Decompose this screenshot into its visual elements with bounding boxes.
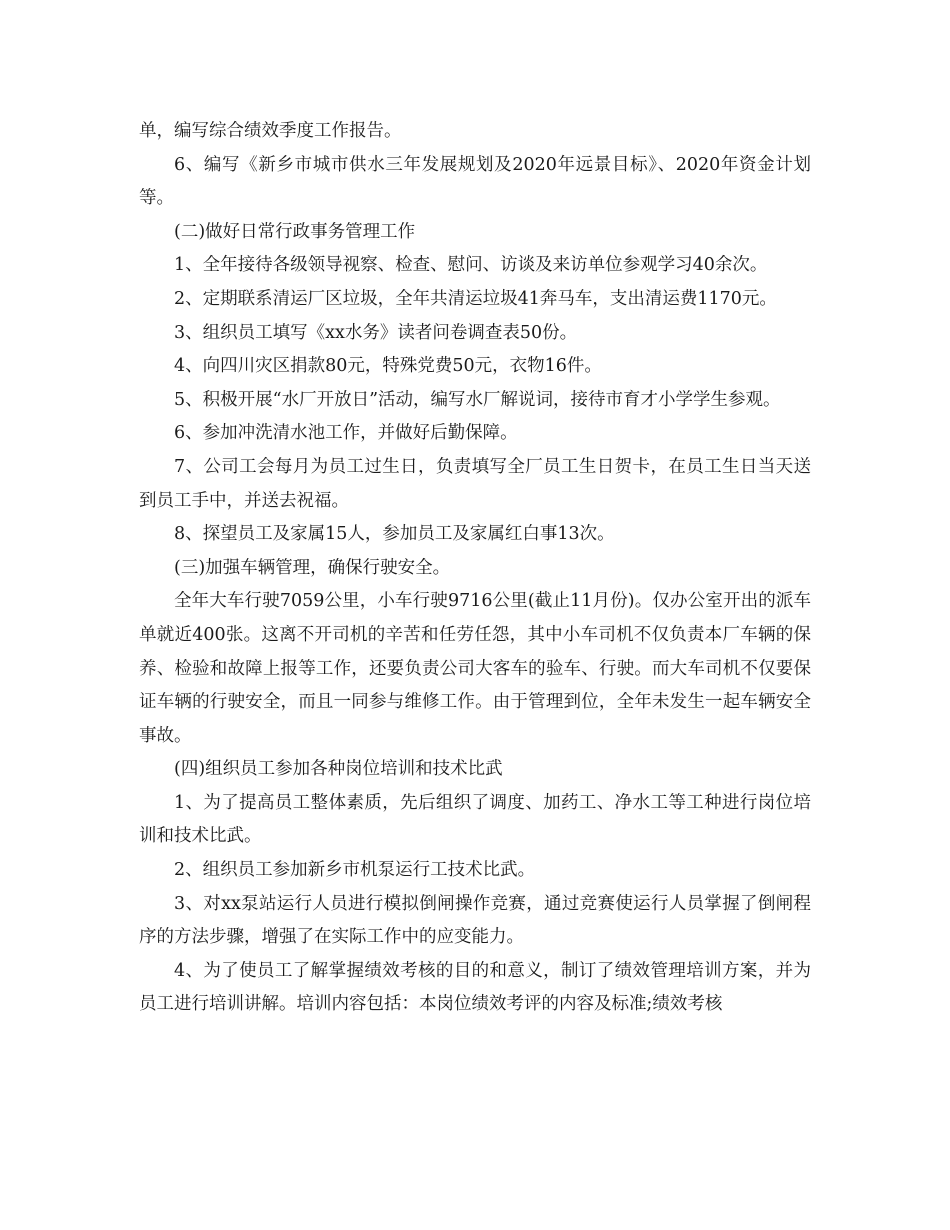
section-heading-training: (四)组织员工参加各种岗位培训和技术比武 [174,759,503,780]
paragraph-continuation: 单，编写综合绩效季度工作报告。 [139,121,402,141]
list-item-cleaning: 6、参加冲洗清水池工作，并做好后勤保障。 [174,423,518,444]
list-item-pump-contest: 2、组织员工参加新乡市机泵运行工技术比武。 [174,860,536,881]
section-heading-admin: (二)做好日常行政事务管理工作 [174,221,416,242]
list-item-birthday: 7、公司工会每月为员工过生日，负责填写全厂员工生日贺卡，在员工生日当天送到员工手中，并送去祝福。 [139,456,811,511]
paragraph-vehicle-mileage: 全年大车行驶7059公里，小车行驶9716公里(截止11月份)。仅办公室开出的派车单就近400张。这离不开司机的辛苦和任劳任怨，其中小车司机不仅负责本厂车辆的保养、检验和故障上报等工作，还要负责公司大客车的验车、行驶。而大车司机不仅要保证车辆的行驶安全，而且一同参与维修工作。由于管理到位，全年未发生一起车辆安全事故。 [139,591,811,746]
list-item-garbage: 2、定期联系清运厂区垃圾，全年共清运垃圾41奔马车，支出清运费1170元。 [174,288,777,309]
list-item-reception: 1、全年接待各级领导视察、检查、慰问、访谈及来访单位参观学习40余次。 [174,255,768,276]
section-heading-vehicles: (三)加强车辆管理，确保行驶安全。 [174,557,451,578]
list-item-switching-contest: 3、对xx泵站运行人员进行模拟倒闸操作竞赛，通过竞赛使运行人员掌握了倒闸程序的方法步骤，增强了在实际工作中的应变能力。 [139,893,811,948]
list-item-planning: 6、编写《新乡市城市供水三年发展规划及2020年远景目标》、2020年资金计划等。 [139,154,811,209]
list-item-open-day: 5、积极开展“水厂开放日”活动，编写水厂解说词，接待市育才小学学生参观。 [174,389,781,410]
document-body [139,115,811,1022]
list-item-performance-training: 4、为了使员工了解掌握绩效考核的目的和意义，制订了绩效管理培训方案，并为员工进行培训讲解。培训内容包括：本岗位绩效考评的内容及标准;绩效考核 [139,960,811,1015]
list-item-donation: 4、向四川灾区捐款80元，特殊党费50元，衣物16件。 [174,356,602,377]
list-item-survey: 3、组织员工填写《xx水务》读者问卷调查表50份。 [174,322,578,343]
list-item-visits: 8、探望员工及家属15人，参加员工及家属红白事13次。 [174,524,615,545]
list-item-job-training: 1、为了提高员工整体素质，先后组织了调度、加药工、净水工等工种进行岗位培训和技术比武。 [139,792,811,847]
